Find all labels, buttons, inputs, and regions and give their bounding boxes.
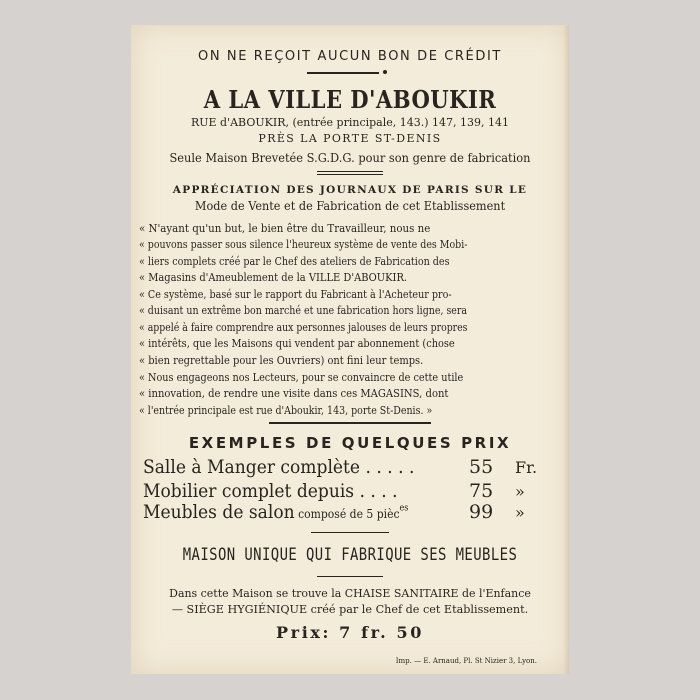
trade-card <box>131 25 569 674</box>
quote-line: « N'ayant qu'un but, le bien être du Travailleur, nous ne <box>139 222 431 235</box>
quote-line: « Ce système, basé sur le rapport du Fabricant à l'Acheteur pro- <box>139 288 452 301</box>
quote-line: « appelé à faire comprendre aux personnes jalouses de leurs propres <box>139 320 468 334</box>
price-label <box>143 501 408 523</box>
patent-line: Seule Maison Brevetée S.G.D.G. pour son genre de fabrication <box>169 151 531 165</box>
divider <box>383 70 387 74</box>
shop-location: PRÈS LA PORTE ST-DENIS <box>258 132 442 145</box>
quote-paragraph-3 <box>139 370 563 419</box>
price-label-main: Meubles de salon <box>143 501 295 523</box>
quote-line: « l'entrée principale est rue d'Aboukir, 143, porte St-Denis. » <box>139 403 433 417</box>
price-label: Mobilier complet depuis . . . . <box>143 480 398 502</box>
price-amount: 55 <box>469 456 494 478</box>
price-amount: 99 <box>469 501 494 523</box>
double-divider <box>317 171 383 172</box>
quote-line: « Nous engageons nos Lecteurs, pour se convaincre de cette utile <box>139 371 464 384</box>
printer-credit: Imp. — E. Arnaud, Pl. St Nizier 3, Lyon. <box>395 657 537 665</box>
price-unit: » <box>515 482 525 501</box>
quote-line: « duisant un extrême bon marché et une fabrication hors ligne, sera <box>139 304 468 318</box>
quote-line: « bien regrettable pour les Ouvriers) ont fini leur temps. <box>139 353 424 367</box>
price-unit: » <box>515 503 525 522</box>
chaise-line-1: Dans cette Maison se trouve la CHAISE SANITAIRE de l'Enfance <box>169 587 531 600</box>
unique-house-heading: MAISON UNIQUE QUI FABRIQUE SES MEUBLES <box>182 545 518 565</box>
price-row <box>143 456 553 480</box>
appreciation-subheading: Mode de Vente et de Fabrication de cet Etablissement <box>194 199 506 213</box>
quote-line: « intérêts, que les Maisons qui vendent par abonnement (chose <box>139 337 455 351</box>
quote-line: « pouvons passer sous silence l'heureux système de vente des Mobi- <box>139 238 468 252</box>
appreciation-heading: APPRÉCIATION DES JOURNAUX DE PARIS SUR LE <box>172 184 528 196</box>
price-label: Salle à Manger complète . . . . . <box>143 456 415 478</box>
price-label-detail: composé de 5 pièc <box>294 507 400 521</box>
shop-name: A LA VILLE D'ABOUKIR <box>203 85 497 114</box>
quote-line: « Magasins d'Ameublement de la VILLE D'ABOUKIR. <box>139 271 408 285</box>
prices-heading: EXEMPLES DE QUELQUES PRIX <box>188 434 512 452</box>
divider <box>317 576 383 577</box>
quote-paragraph-1 <box>139 221 563 287</box>
chaise-price: Prix: 7 fr. 50 <box>276 623 424 642</box>
shop-address: RUE d'ABOUKIR, (entrée principale, 143.) 147, 139, 141 <box>190 116 510 129</box>
divider <box>311 532 389 533</box>
price-amount: 75 <box>469 480 494 502</box>
price-row <box>143 501 553 525</box>
credit-notice: ON NE REÇOIT AUCUN BON DE CRÉDIT <box>198 49 502 64</box>
quote-line: « liers complets créé par le Chef des ateliers de Fabrication des <box>139 254 450 268</box>
price-unit: Fr. <box>515 458 538 477</box>
divider <box>307 72 379 74</box>
divider <box>269 422 431 424</box>
chaise-line-2: — SIÈGE HYGIÉNIQUE créé par le Chef de cet Etablissement. <box>171 603 529 616</box>
price-label-sup: es <box>399 503 409 514</box>
quote-paragraph-2 <box>139 287 563 369</box>
quote-line: « innovation, de rendre une visite dans ces MAGASINS, dont <box>139 387 449 401</box>
